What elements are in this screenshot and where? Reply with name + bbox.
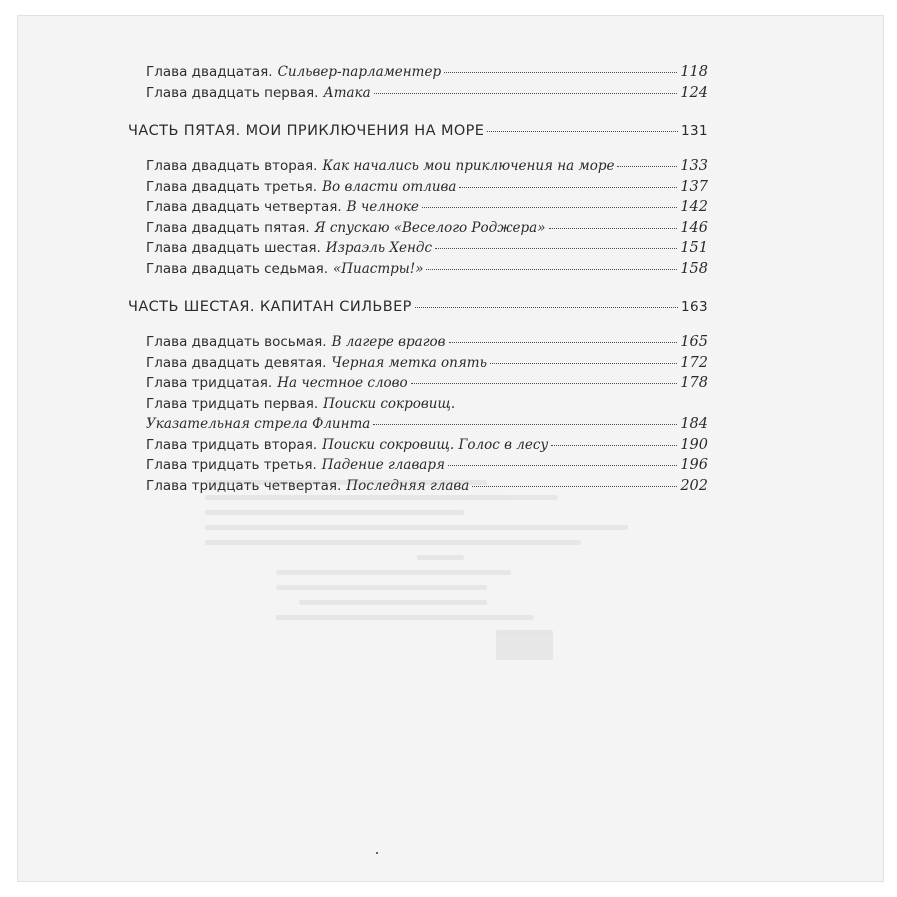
- chapter-title: В лагере врагов: [331, 334, 446, 350]
- chapter-title: Последняя глава: [346, 477, 470, 494]
- chapter-label: Глава двадцать первая.: [146, 84, 319, 101]
- dot-leader: [422, 206, 677, 208]
- toc-entry[interactable]: [128, 62, 708, 83]
- chapter-label: Глава тридцать вторая.: [146, 436, 318, 453]
- chapter-title: Как начались мои приключения на море: [322, 158, 615, 174]
- toc-entry-continuation[interactable]: [128, 414, 708, 435]
- toc-entry[interactable]: [128, 83, 708, 104]
- page-number: 202: [680, 477, 708, 494]
- chapter-label: Глава двадцатая.: [146, 64, 273, 80]
- chapter-label: Глава двадцать девятая.: [146, 354, 327, 371]
- chapter-label: Глава двадцать восьмая.: [146, 334, 327, 350]
- page-number: 146: [680, 219, 708, 236]
- toc-entry[interactable]: [128, 455, 708, 476]
- dot-leader: [487, 130, 678, 132]
- page-number: 142: [680, 199, 708, 215]
- chapter-title: Израэль Хендс: [325, 240, 432, 256]
- chapter-title: Черная метка опять: [331, 354, 487, 371]
- toc-entry[interactable]: [128, 156, 708, 177]
- toc-entry[interactable]: [128, 238, 708, 259]
- page-number: 151: [680, 240, 708, 256]
- chapter-title: В челноке: [346, 199, 419, 215]
- toc-entry[interactable]: [128, 218, 708, 239]
- chapter-title: Во власти отлива: [322, 178, 457, 195]
- toc-entry[interactable]: [128, 373, 708, 394]
- chapter-label: Глава двадцать четвертая.: [146, 199, 342, 215]
- dot-leader: [444, 71, 677, 73]
- dot-leader: [617, 165, 677, 167]
- dot-leader: [448, 464, 677, 466]
- page-number: 118: [680, 64, 708, 80]
- dot-leader: [435, 247, 677, 249]
- chapter-label: Глава тридцать четвертая.: [146, 477, 342, 494]
- dot-leader: [373, 423, 677, 425]
- dot-leader: [551, 444, 677, 446]
- dot-leader: [472, 485, 677, 487]
- page-number: 124: [680, 84, 708, 101]
- dot-leader: [449, 341, 678, 343]
- page-number: 184: [680, 416, 708, 432]
- page-number: 172: [680, 354, 708, 371]
- dot-leader: [415, 306, 678, 308]
- page-number: 163: [681, 299, 708, 315]
- toc-entry[interactable]: [128, 332, 708, 353]
- page-number: 133: [680, 158, 708, 174]
- chapter-title: Атака: [323, 84, 371, 101]
- chapter-label: Глава двадцать шестая.: [146, 240, 321, 256]
- toc-entry[interactable]: [128, 197, 708, 218]
- toc-entry[interactable]: [128, 476, 708, 497]
- dot-leader: [459, 186, 677, 188]
- part-title: ЧАСТЬ ШЕСТАЯ. КАПИТАН СИЛЬВЕР: [128, 299, 412, 315]
- dot-leader: [426, 268, 677, 270]
- toc-entry[interactable]: [128, 259, 708, 280]
- chapter-title: Я спускаю «Веселого Роджера»: [314, 219, 546, 236]
- dot-leader: [490, 362, 677, 364]
- page-number: 137: [680, 178, 708, 195]
- toc-entry[interactable]: [128, 394, 708, 415]
- chapter-title: На честное слово: [277, 375, 408, 391]
- part-title: ЧАСТЬ ПЯТАЯ. МОИ ПРИКЛЮЧЕНИЯ НА МОРЕ: [128, 123, 485, 139]
- chapter-label: Глава тридцать третья.: [146, 457, 317, 473]
- chapter-label: Глава тридцатая.: [146, 375, 273, 391]
- table-of-contents: [128, 62, 708, 496]
- chapter-title: Поиски сокровищ.: [323, 395, 456, 412]
- toc-entry[interactable]: [128, 353, 708, 374]
- chapter-title: Указательная стрела Флинта: [146, 416, 371, 432]
- chapter-title: Сильвер-парламентер: [277, 64, 442, 80]
- chapter-label: Глава двадцать третья.: [146, 178, 318, 195]
- toc-part-heading[interactable]: [128, 120, 708, 142]
- print-speck: [376, 852, 378, 854]
- dot-leader: [411, 382, 678, 384]
- page-number: 158: [680, 260, 708, 277]
- dot-leader: [374, 92, 678, 94]
- chapter-label: Глава двадцать седьмая.: [146, 260, 329, 277]
- toc-part-heading[interactable]: [128, 296, 708, 318]
- chapter-label: Глава двадцать пятая.: [146, 219, 310, 236]
- dot-leader: [549, 227, 678, 229]
- page-number: 190: [680, 436, 708, 453]
- chapter-title: «Пиастры!»: [333, 260, 424, 277]
- toc-entry[interactable]: [128, 177, 708, 198]
- page-number: 178: [680, 375, 708, 391]
- chapter-label: Глава двадцать вторая.: [146, 158, 318, 174]
- page-number: 165: [680, 334, 708, 350]
- page-number: 196: [680, 457, 708, 473]
- toc-entry[interactable]: [128, 435, 708, 456]
- chapter-title: Падение главаря: [321, 457, 445, 473]
- chapter-title: Поиски сокровищ. Голос в лесу: [322, 436, 549, 453]
- chapter-label: Глава тридцать первая.: [146, 395, 319, 412]
- page-number: 131: [681, 123, 708, 139]
- show-through-texture: [205, 480, 675, 810]
